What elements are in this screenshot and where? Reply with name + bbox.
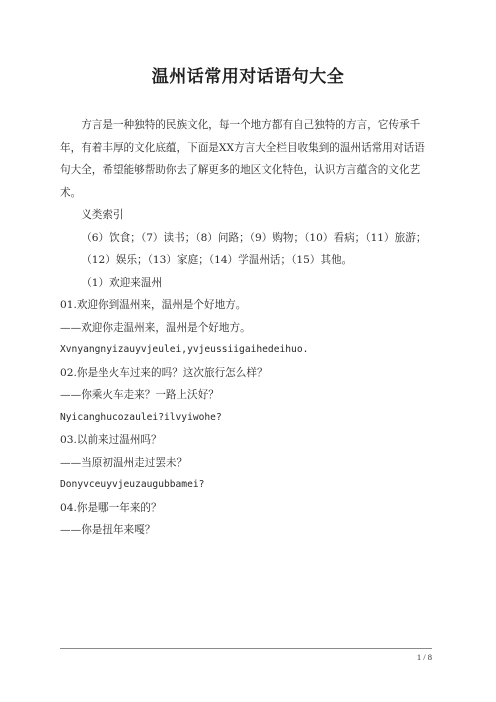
dialogue-question: 03.以前来过温州吗？ xyxy=(60,434,162,446)
dialogue-pinyin: Xvnyangnyizauyvjeulei,yvjeussiigaihedeihuo. xyxy=(60,344,309,355)
dialogue-pinyin: Donyvceuyvjeuzaugubbamei? xyxy=(60,479,205,490)
index-line-1: （6）饮食；（7）读书；（8）问路；（9）购物；（10）看病；（11）旅游； xyxy=(81,231,427,244)
intro-paragraph: 方言是一种独特的民族文化，每一个地方都有自己独特的方言，它传承千年，有着丰厚的文化底蕴，下面是XX方言大全栏目收集到的温州话常用对话语句大全，希望能够帮助你去了解更多的地区文化特色，认识方言蕴含的文化艺术。 xyxy=(60,119,425,199)
dialogue-dialect: ——你是扭年来嘎？ xyxy=(60,524,156,536)
page-number: 1 / 8 xyxy=(416,652,432,662)
dialogue-question: 01.欢迎你到温州来，温州是个好地方。 xyxy=(60,299,247,311)
section-heading: （1）欢迎来温州 xyxy=(81,276,163,289)
document-body xyxy=(60,114,432,542)
dialogue-dialect: ——欢迎你走温州来，温州是个好地方。 xyxy=(60,321,251,334)
index-line-2: （12）娱乐；（13）家庭；（14）学温州话；（15）其他。 xyxy=(81,254,353,266)
page-title: 温州话常用对话语句大全 xyxy=(151,67,345,87)
dialogue-pinyin: Nyicanghucozaulei?ilvyiwohe? xyxy=(60,411,222,423)
dialogue-question: 02.你是坐火车过来的吗？这次旅行怎么样？ xyxy=(60,366,268,379)
dialogue-dialect: ——你乘火车走来？一路上沃好？ xyxy=(60,389,219,401)
footer-divider xyxy=(60,648,432,649)
index-label: 义类索引 xyxy=(81,209,124,221)
dialogue-question: 04.你是哪一年来的？ xyxy=(60,501,162,514)
dialogue-dialect: ——当原初温州走过罢未？ xyxy=(60,456,188,469)
